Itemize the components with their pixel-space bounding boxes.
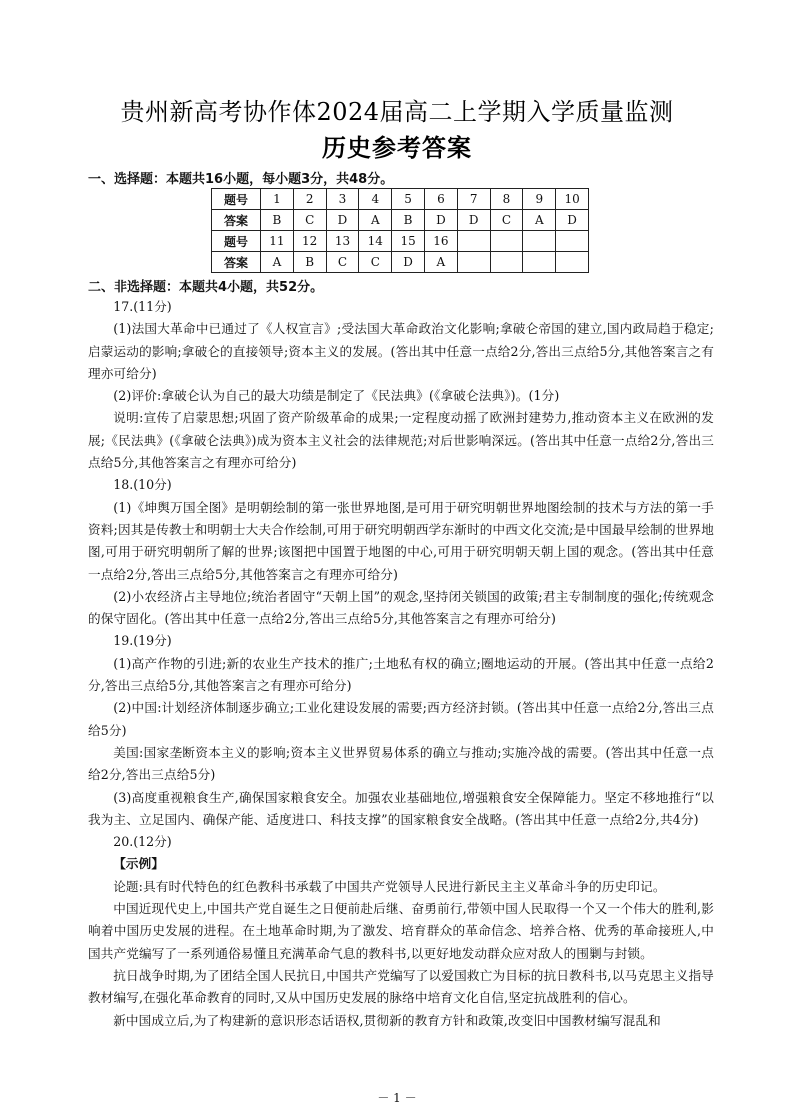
table-cell: A: [523, 210, 556, 231]
row-label: 答案: [212, 252, 261, 273]
table-cell: [556, 231, 589, 252]
row-label: 答案: [212, 210, 261, 231]
table-cell: 5: [392, 189, 425, 210]
row-label: 题号: [212, 189, 261, 210]
page-number: － 1 －: [377, 1091, 417, 1105]
question-18-heading: 18.(10分): [113, 477, 172, 493]
table-cell: C: [359, 252, 392, 273]
table-cell: D: [424, 210, 457, 231]
table-cell: C: [293, 210, 326, 231]
table-cell: A: [261, 252, 294, 273]
paragraph: (1)高产作物的引进;新的农业生产技术的推广;土地私有权的确立;圈地运动的开展。(答出其中任意一点给2分,答出三点给5分,其他答案言之有理亦可给分): [88, 655, 714, 694]
table-cell: 2: [293, 189, 326, 210]
table-cell: 16: [424, 231, 457, 252]
paragraph: (1)《坤舆万国全图》是明朝绘制的第一张世界地图,是可用于研究明朝世界地图绘制的技术与方法的第一手资料;因其是传教士和明朝士大夫合作绘制,可用于研究明朝西学东渐时的中西文化交流;是中国最早绘制的世界地图,可用于研究明朝所了解的世界;该图把中国置于地图的中心,可用于研究明朝天朝上国的观念。(答出其中任意一点给2分,答出三点给5分,其他答案言之有理亦可给分): [88, 499, 714, 582]
answer-body: [88, 296, 714, 1032]
table-cell: D: [326, 210, 359, 231]
table-cell: [457, 231, 490, 252]
paragraph: 美国:国家垄断资本主义的影响;资本主义世界贸易体系的确立与推动;实施冷战的需要。(答出其中任意一点给2分,答出三点给5分): [88, 744, 714, 783]
paragraph: (2)评价:拿破仑认为自己的最大功绩是制定了《民法典》(《拿破仑法典》)。(1分): [113, 388, 560, 404]
table-cell: 11: [261, 231, 294, 252]
table-cell: 6: [424, 189, 457, 210]
table-cell: C: [490, 210, 523, 231]
table-cell: 4: [359, 189, 392, 210]
table-cell: B: [261, 210, 294, 231]
table-cell: [523, 252, 556, 273]
paragraph: 新中国成立后,为了构建新的意识形态话语权,贯彻新的教育方针和政策,改变旧中国教材编写混乱和: [113, 1012, 661, 1028]
answer-table: [211, 188, 589, 273]
table-cell: [490, 231, 523, 252]
paragraph: 说明:宣传了启蒙思想;巩固了资产阶级革命的成果;一定程度动摇了欧洲封建势力,推动资本主义在欧洲的发展;《民法典》(《拿破仑法典》)成为资本主义社会的法律规范;对后世影响深远。(答出其中任意一点给2分,答出三点给5分,其他答案言之有理亦可给分): [88, 410, 714, 471]
document-subtitle: 历史参考答案: [322, 133, 472, 162]
paragraph: 中国近现代史上,中国共产党自诞生之日便前赴后继、奋勇前行,带领中国人民取得一个又一个伟大的胜利,影响着中国历史发展的进程。在土地革命时期,为了激发、培育群众的革命信念、培养合格、优秀的革命接班人,中国共产党编写了一系列通俗易懂且充满革命气息的教科书,以更好地发动群众应对敌人的围剿与封锁。: [88, 901, 714, 961]
table-row: [212, 210, 589, 231]
table-cell: [490, 252, 523, 273]
table-cell: B: [392, 210, 425, 231]
table-cell: 7: [457, 189, 490, 210]
section-2-heading: 二、非选择题：本题共4小题，共52分。: [88, 280, 324, 295]
table-cell: A: [424, 252, 457, 273]
table-cell: D: [392, 252, 425, 273]
table-cell: C: [326, 252, 359, 273]
table-row: [212, 189, 589, 210]
paragraph: (3)高度重视粮食生产,确保国家粮食安全。加强农业基础地位,增强粮食安全保障能力。坚定不移地推行“以我为主、立足国内、确保产能、适度进口、科技支撑”的国家粮食安全战略。(答出其中任意一点给2分,共4分): [88, 789, 714, 827]
table-cell: 12: [293, 231, 326, 252]
table-row: [212, 252, 589, 273]
section-1-heading: 一、选择题：本题共16小题，每小题3分，共48分。: [88, 172, 394, 187]
question-17-heading: 17.(11分): [113, 299, 172, 314]
table-cell: 15: [392, 231, 425, 252]
table-cell: 13: [326, 231, 359, 252]
table-cell: [523, 231, 556, 252]
document-title: 贵州新高考协作体2024届高二上学期入学质量监测: [120, 98, 674, 126]
table-cell: [556, 252, 589, 273]
paragraph: (2)中国:计划经济体制逐步确立;工业化建设发展的需要;西方经济封锁。(答出其中任意一点给2分,答出三点给5分): [88, 700, 714, 738]
table-cell: 1: [261, 189, 294, 210]
question-20-heading: 20.(12分): [113, 834, 172, 850]
table-cell: A: [359, 210, 392, 231]
question-19-heading: 19.(19分): [113, 633, 172, 649]
table-cell: 14: [359, 231, 392, 252]
table-cell: D: [556, 210, 589, 231]
table-cell: D: [457, 210, 490, 231]
row-label: 题号: [212, 231, 261, 252]
table-row: [212, 231, 589, 252]
table-cell: 9: [523, 189, 556, 210]
paragraph: (2)小农经济占主导地位;统治者固守“天朝上国”的观念,坚持闭关锁国的政策;君主专制制度的强化;传统观念的保守固化。(答出其中任意一点给2分,答出三点给5分,其他答案言之有理亦可给分): [88, 588, 714, 627]
table-cell: B: [293, 252, 326, 273]
table-cell: 10: [556, 189, 589, 210]
table-cell: 8: [490, 189, 523, 210]
table-cell: [457, 252, 490, 273]
example-label: 【示例】: [113, 856, 165, 872]
table-cell: 3: [326, 189, 359, 210]
paragraph: 抗日战争时期,为了团结全国人民抗日,中国共产党编写了以爱国救亡为目标的抗日教科书,以马克思主义指导教材编写,在强化革命教育的同时,又从中国历史发展的脉络中培育文化自信,坚定抗战胜利的信心。: [88, 967, 714, 1006]
paragraph: (1)法国大革命中已通过了《人权宣言》;受法国大革命政治文化影响;拿破仑帝国的建立,国内政局趋于稳定;启蒙运动的影响;拿破仑的直接领导;资本主义的发展。(答出其中任意一点给2分,答出三点给5分,其他答案言之有理亦可给分): [88, 321, 714, 381]
paragraph: 论题:具有时代特色的红色教科书承载了中国共产党领导人民进行新民主主义革命斗争的历史印记。: [113, 878, 666, 894]
